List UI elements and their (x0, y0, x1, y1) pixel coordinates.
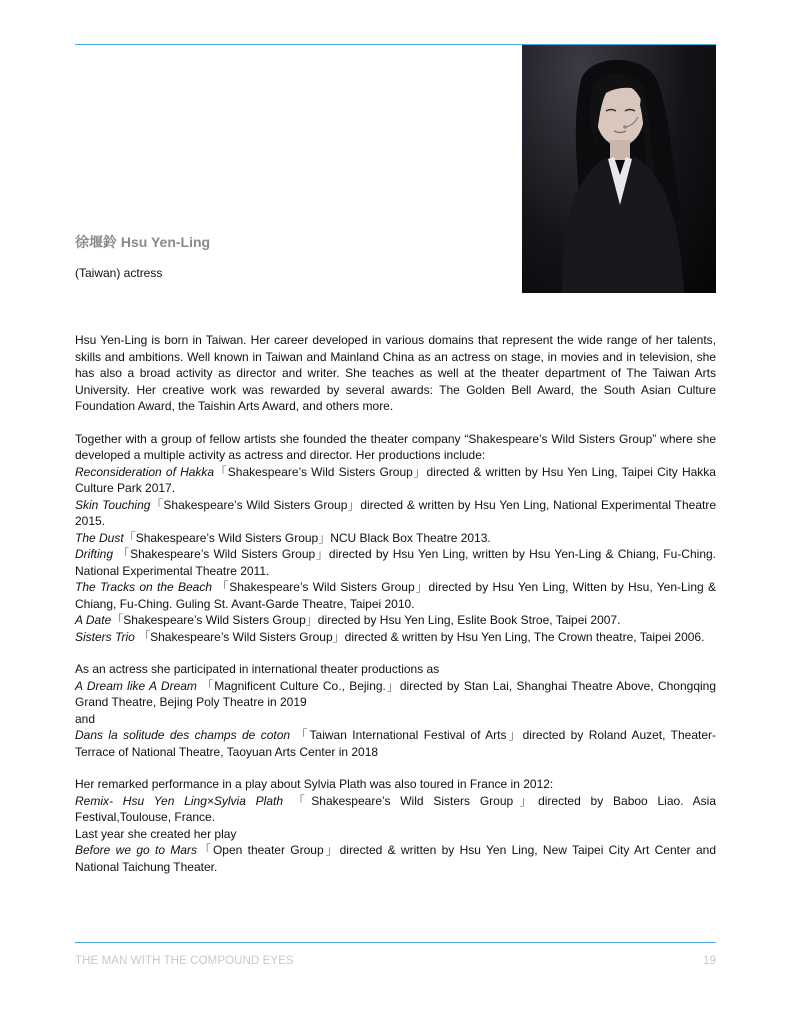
production-item (75, 629, 716, 646)
international-title: Dans la solitude des champs de coton (75, 728, 291, 742)
name-zh: 徐堰鈴 (75, 234, 117, 250)
remix-item (75, 793, 716, 826)
remix-detail: 「Shakespeare’s Wild Sisters Group」directed by Baboo Liao. Asia Festival,Toulouse, France. (75, 793, 717, 824)
production-detail: 「Shakespeare’s Wild Sisters Group」NCU Black Box Theatre 2013. (123, 530, 491, 545)
mars-detail: 「Open theater Group」directed & written by Hsu Yen Ling, New Taipei City Art Center and National Taichung Theater. (75, 843, 716, 874)
page-number: 19 (703, 955, 716, 967)
production-title: Drifting (75, 547, 114, 561)
production-detail: 「Shakespeare’s Wild Sisters Group」directed by Hsu Yen Ling, Witten by Hsu, Yen-Ling & Chiang, Fu-Ching. Guling St. Avant-Garde Theatre, Taipei 2010. (75, 580, 716, 611)
international-title: A Dream like A Dream (75, 678, 197, 693)
production-item (75, 530, 716, 547)
production-title: A Date (75, 613, 112, 627)
international-intro: As an actress she participated in international theater productions as (75, 662, 440, 676)
production-item (75, 612, 716, 629)
international-item (75, 727, 716, 760)
name-en: Hsu Yen-Ling (120, 234, 211, 250)
intro-paragraph: Hsu Yen-Ling is born in Taiwan. Her career developed in various domains that represent the wide range of her talents, skills and ambitions. Well known in Taiwan and Mainland China as an actress on stage, in movies and in television, she has also a broad activity as director and writer. She teaches as well at the theater department of The Taiwan Arts University. Her creative work was rewarded by several awards: The Golden Bell Award, the South Asian Culture Foundation Award, the Taishin Arts Award, and others more. (75, 333, 716, 413)
portrait-photo (522, 45, 716, 293)
production-detail: 「Shakespeare’s Wild Sisters Group」directed & written by Hsu Yen Ling, Taipei City Hakka Culture Park 2017. (75, 464, 716, 495)
production-item (75, 579, 716, 612)
and-text: and (75, 711, 96, 726)
production-item (75, 546, 716, 579)
plath-intro: Her remarked performance in a play about Sylvia Plath was also toured in France in 2012: (75, 777, 554, 791)
production-title: The Tracks on the Beach (75, 580, 212, 594)
role-label: (Taiwan) actress (75, 266, 163, 280)
production-title: The Dust (75, 530, 124, 545)
last-year-text: Last year she created her play (75, 826, 237, 841)
international-detail: 「Taiwan International Festival of Arts」directed by Roland Auzet, Theater-Terrace of National Theatre, Taoyuan Arts Center in 2018 (75, 728, 716, 759)
international-item (75, 678, 716, 711)
production-item (75, 464, 716, 497)
international-detail: 「Magnificent Culture Co., Bejing.」directed by Stan Lai, Shanghai Theatre Above, Chongqing Grand Theatre, Bejing Poly Theatre in 2019 (75, 678, 717, 709)
page-title (75, 232, 210, 252)
remix-title: Remix- Hsu Yen Ling×Sylvia Plath (75, 793, 284, 808)
production-detail: 「Shakespeare’s Wild Sisters Group」directed & written by Hsu Yen Ling, The Crown theatre, Taipei 2006. (134, 629, 705, 644)
mars-item (75, 842, 716, 875)
biography-body (75, 332, 716, 875)
company-intro: Together with a group of fellow artists she founded the theater company “Shakespeare’s Wild Sisters Group” where she developed a multiple activity as actress and director. Her productions include: (75, 431, 716, 462)
production-detail: 「Shakespeare’s Wild Sisters Group」directed by Hsu Yen Ling, Eslite Book Stroe, Taipei 2007. (111, 613, 621, 627)
mars-title: Before we go to Mars (75, 843, 197, 857)
footer-title: THE MAN WITH THE COMPOUND EYES (75, 955, 294, 967)
production-item (75, 497, 716, 530)
bottom-rule (75, 942, 716, 943)
production-detail: 「Shakespeare’s Wild Sisters Group」directed & written by Hsu Yen Ling, National Experimental Theatre 2015. (75, 497, 716, 528)
production-title: Skin Touching (75, 497, 151, 512)
production-detail: 「Shakespeare’s Wild Sisters Group」directed by Hsu Yen Ling, written by Hsu Yen-Ling & Chiang, Fu-Ching. National Experimental Theatre 2011. (75, 547, 716, 578)
production-title: Sisters Trio (75, 629, 135, 644)
production-title: Reconsideration of Hakka (75, 464, 215, 479)
